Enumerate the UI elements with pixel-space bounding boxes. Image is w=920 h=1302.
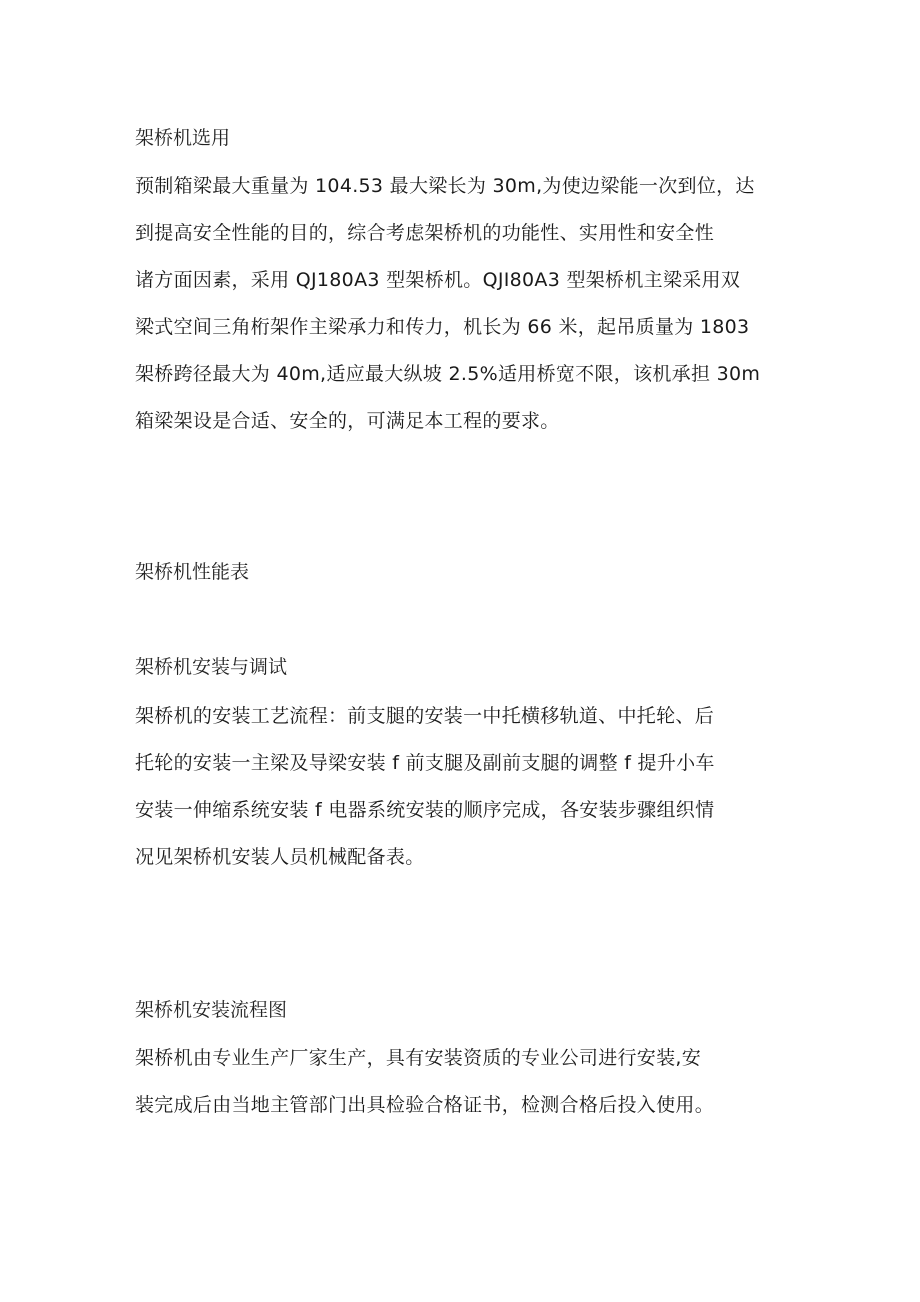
paragraph-line: 梁式空间三角桁架作主梁承力和传力，机长为 66 米，起吊质量为 1803	[135, 316, 750, 338]
paragraph-line: 架桥机由专业生产厂家生产，具有安装资质的专业公司进行安装,安	[135, 1047, 702, 1069]
paragraph-install-flowchart	[135, 1035, 795, 1129]
paragraph-line: 箱梁架设是合适、安全的，可满足本工程的要求。	[135, 410, 560, 432]
paragraph-line: 架桥机的安装工艺流程：前支腿的安装一中托横移轨道、中托轮、后	[135, 705, 715, 727]
paragraph-install-debug	[135, 693, 795, 881]
paragraph-line: 预制箱梁最大重量为 104.53 最大梁长为 30m,为使边梁能一次到位，达	[135, 175, 755, 197]
section-heading-install-flowchart: 架桥机安装流程图	[135, 999, 288, 1021]
paragraph-line: 安装一伸缩系统安装 f 电器系统安装的顺序完成，各安装步骤组织情	[135, 799, 715, 821]
paragraph-line: 到提高安全性能的目的，综合考虑架桥机的功能性、实用性和安全性	[135, 222, 715, 244]
section-heading-install-debug: 架桥机安装与调试	[135, 656, 288, 678]
paragraph-line: 托轮的安装一主梁及导梁安装 f 前支腿及副前支腿的调整 f 提升小车	[135, 752, 715, 774]
paragraph-line: 况见架桥机安装人员机械配备表。	[135, 846, 425, 868]
paragraph-selection	[135, 163, 795, 445]
paragraph-line: 装完成后由当地主管部门出具检验合格证书，检测合格后投入使用。	[135, 1094, 715, 1116]
section-heading-performance-table: 架桥机性能表	[135, 561, 250, 583]
section-heading-selection: 架桥机选用	[135, 127, 231, 149]
paragraph-line: 架桥跨径最大为 40m,适应最大纵坡 2.5%适用桥宽不限，该机承担 30m	[135, 363, 761, 385]
paragraph-line: 诸方面因素，采用 QJ180A3 型架桥机。QJI80A3 型架桥机主梁采用双	[135, 269, 741, 291]
